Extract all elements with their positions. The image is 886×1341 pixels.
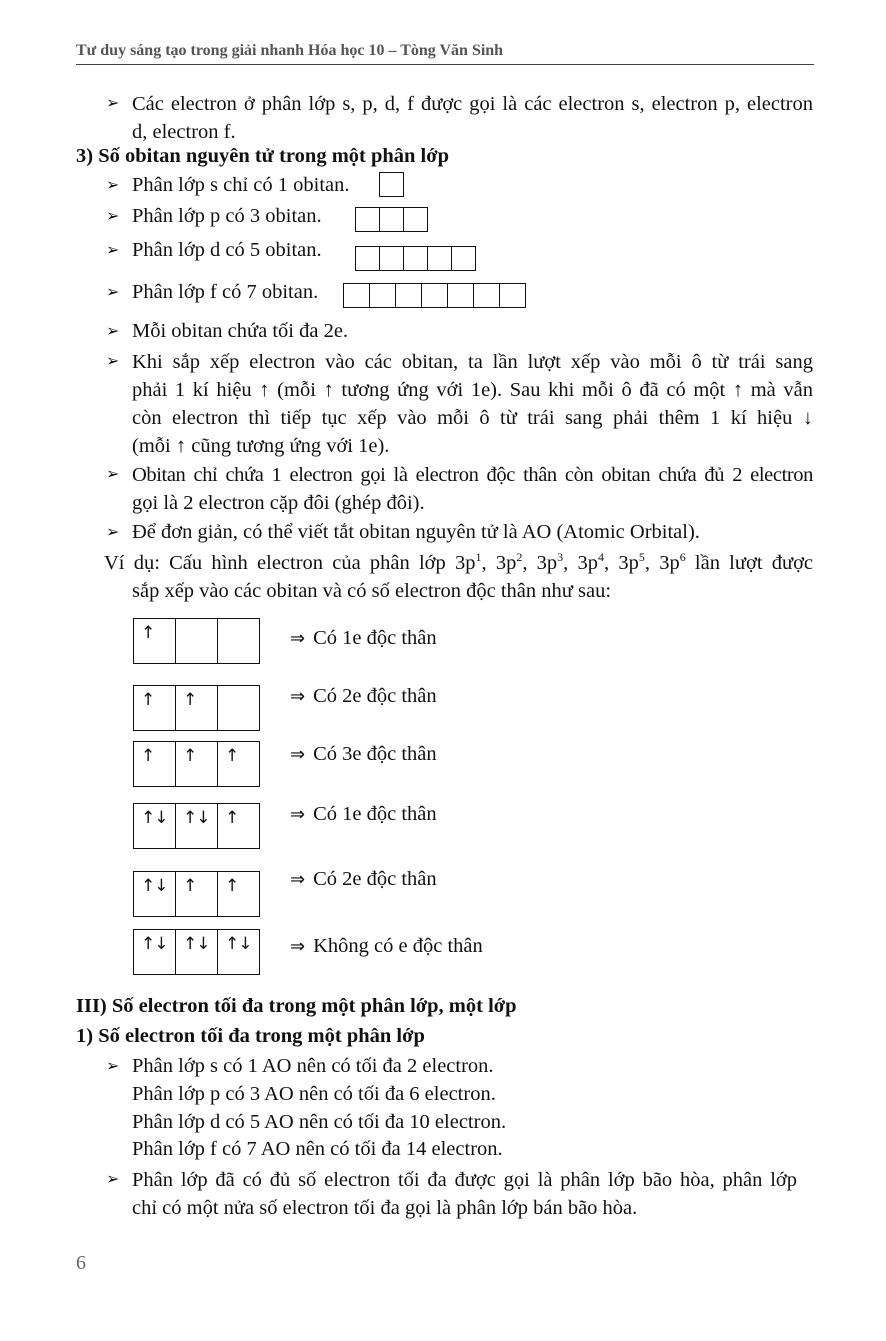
result-3p5: ⇒ Có 2e độc thân — [290, 868, 437, 890]
orbital-cell — [218, 686, 259, 730]
result-3p6: ⇒ Không có e độc thân — [290, 935, 483, 957]
orbital-diagram-3p3 — [133, 741, 260, 787]
s-orbital-label: Phân lớp s chỉ có 1 obitan. — [132, 174, 350, 196]
orbital-cell: ↑↓ — [134, 804, 176, 848]
example-line-1: Ví dụ: Cấu hình electron của phân lớp $3p^1$, $3p^2$, $3p^3$, $3p^4$, $3p^5$, $3p^6$ lần lượt được — [104, 550, 814, 574]
implies-icon: ⇒ — [290, 686, 306, 707]
orbital-box — [499, 283, 526, 308]
bullet-icon: ➢ — [106, 1171, 120, 1188]
example-suffix: lần lượt được — [685, 552, 814, 574]
config-base: 3p — [536, 552, 558, 574]
bullet-icon: ➢ — [106, 95, 120, 112]
s-orbital-boxes — [379, 172, 404, 197]
implies-icon: ⇒ — [290, 628, 306, 649]
orbital-cell — [218, 619, 259, 663]
intro-line-1: Các electron ở phân lớp s, p, d, f được gọi là các electron s, electron p, electron — [132, 93, 813, 115]
orbital-box — [403, 207, 428, 232]
config-base: 3p — [577, 552, 599, 574]
unpaired-line: gọi là 2 electron cặp đôi (ghép đôi). — [132, 492, 425, 514]
max-line-d: Phân lớp d có 5 AO nên có tối đa 10 electron. — [132, 1111, 507, 1133]
implies-icon: ⇒ — [290, 744, 306, 765]
orbital-box — [473, 283, 500, 308]
orbital-diagram-3p6 — [133, 929, 260, 975]
running-header: Tư duy sáng tạo trong giải nhanh Hóa học 10 – Tòng Văn Sinh — [76, 42, 504, 59]
orbital-box — [369, 283, 396, 308]
rule-line: Khi sắp xếp electron vào các obitan, ta lần lượt xếp vào mỗi ô từ trái sang — [132, 351, 813, 373]
orbital-box — [355, 246, 380, 271]
config-exp: 6 — [679, 550, 686, 565]
bullet-icon: ➢ — [106, 177, 120, 194]
max-line-f: Phân lớp f có 7 AO nên có tối đa 14 electron. — [132, 1138, 503, 1160]
saturated-line: Phân lớp đã có đủ số electron tối đa được gọi là phân lớp bão hòa, phân lớp — [132, 1169, 797, 1191]
ao-note: Để đơn giản, có thể viết tắt obitan nguyên tử là AO (Atomic Orbital). — [132, 521, 700, 543]
orbital-cell: ↑ — [225, 808, 239, 828]
implies-icon: ⇒ — [290, 804, 306, 825]
config-exp: 2 — [516, 550, 523, 565]
bullet-icon: ➢ — [106, 208, 120, 225]
unpaired-line: Obitan chỉ chứa 1 electron gọi là electron độc thân còn obitan chứa đủ 2 electron — [132, 464, 813, 486]
orbital-box — [427, 246, 452, 271]
orbital-box — [447, 283, 474, 308]
orbital-cell: ↑↓ — [176, 930, 218, 974]
result-3p1: ⇒ Có 1e độc thân — [290, 627, 437, 649]
orbital-box — [355, 207, 380, 232]
orbital-diagram-3p1 — [133, 618, 260, 664]
saturated-line: chỉ có một nửa số electron tối đa gọi là phân lớp bán bão hòa. — [132, 1197, 638, 1219]
bullet-icon: ➢ — [106, 1058, 120, 1075]
filling-rule-paragraph — [132, 348, 813, 460]
saturated-paragraph — [132, 1166, 797, 1222]
result-3p4: ⇒ Có 1e độc thân — [290, 803, 437, 825]
orbital-box — [379, 207, 404, 232]
result-3p3: ⇒ Có 3e độc thân — [290, 743, 437, 765]
config-base: 3p — [495, 552, 517, 574]
f-orbital-boxes — [343, 283, 526, 308]
f-orbital-label: Phân lớp f có 7 obitan. — [132, 281, 319, 303]
orbital-cell: ↑↓ — [134, 872, 176, 916]
config-exp: 4 — [598, 550, 605, 565]
config-exp: 1 — [475, 550, 482, 565]
header-divider — [76, 64, 814, 65]
example-line-2: sắp xếp vào các obitan và có số electron độc thân như sau: — [132, 580, 612, 602]
config-exp: 3 — [557, 550, 564, 565]
orbital-cell: ↑ — [176, 686, 218, 730]
bullet-icon: ➢ — [106, 466, 120, 483]
bullet-icon: ➢ — [106, 284, 120, 301]
p-orbital-label: Phân lớp p có 3 obitan. — [132, 205, 322, 227]
orbital-diagram-3p4 — [133, 803, 260, 849]
orbital-box — [379, 172, 404, 197]
example-paragraph — [104, 549, 813, 605]
bullet-icon: ➢ — [106, 323, 120, 340]
bullet-icon: ➢ — [106, 524, 120, 541]
orbital-cell — [176, 619, 218, 663]
orbital-box — [421, 283, 448, 308]
bullet-icon: ➢ — [106, 353, 120, 370]
orbital-cell: ↑ — [225, 876, 239, 896]
config-base: 3p — [659, 552, 680, 574]
intro-paragraph — [132, 90, 813, 146]
section-3-heading: 3) Số obitan nguyên tử trong một phân lớp — [76, 145, 449, 167]
orbital-diagram-3p2 — [133, 685, 260, 731]
max-per-orbital: Mỗi obitan chứa tối đa 2e. — [132, 320, 349, 342]
orbital-box — [403, 246, 428, 271]
rule-line: còn electron thì tiếp tục xếp vào mỗi ô từ trái sang phải thêm 1 kí hiệu ↓ — [132, 407, 813, 429]
orbital-cell: ↑↓ — [225, 934, 252, 954]
config-base: 3p — [618, 552, 639, 574]
d-orbital-label: Phân lớp d có 5 obitan. — [132, 239, 322, 261]
p-orbital-boxes — [355, 207, 428, 232]
orbital-cell: ↑ — [176, 872, 218, 916]
orbital-cell: ↑ — [134, 619, 176, 663]
max-line-p: Phân lớp p có 3 AO nên có tối đa 6 electron. — [132, 1083, 496, 1105]
d-orbital-boxes — [355, 246, 476, 271]
config-exp: 5 — [638, 550, 645, 565]
rule-line: (mỗi ↑ cũng tương ứng với 1e). — [132, 435, 390, 457]
example-prefix: Ví dụ: Cấu hình electron của phân lớp — [104, 552, 455, 574]
unpaired-paragraph — [132, 461, 813, 517]
intro-line-2: d, electron f. — [132, 121, 236, 143]
orbital-cell: ↑↓ — [134, 930, 176, 974]
orbital-box — [379, 246, 404, 271]
rule-line: phải 1 kí hiệu ↑ (mỗi ↑ tương ứng với 1e). Sau khi mỗi ô đã có một ↑ mà vẫn — [132, 379, 813, 401]
implies-icon: ⇒ — [290, 869, 306, 890]
page-number: 6 — [76, 1252, 86, 1274]
orbital-box — [451, 246, 476, 271]
orbital-cell: ↑↓ — [176, 804, 218, 848]
result-3p2: ⇒ Có 2e độc thân — [290, 685, 437, 707]
orbital-diagram-3p5 — [133, 871, 260, 917]
orbital-cell: ↑ — [176, 742, 218, 786]
bullet-icon: ➢ — [106, 242, 120, 259]
orbital-cell: ↑ — [134, 686, 176, 730]
config-base: 3p — [454, 552, 476, 574]
section-III-heading: III) Số electron tối đa trong một phân lớp, một lớp — [76, 995, 517, 1017]
implies-icon: ⇒ — [290, 936, 306, 957]
section-III-1-heading: 1) Số electron tối đa trong một phân lớp — [76, 1025, 425, 1047]
orbital-box — [395, 283, 422, 308]
orbital-cell: ↑ — [134, 742, 176, 786]
orbital-box — [343, 283, 370, 308]
orbital-cell: ↑ — [225, 746, 239, 766]
max-line-s: Phân lớp s có 1 AO nên có tối đa 2 electron. — [132, 1055, 494, 1077]
